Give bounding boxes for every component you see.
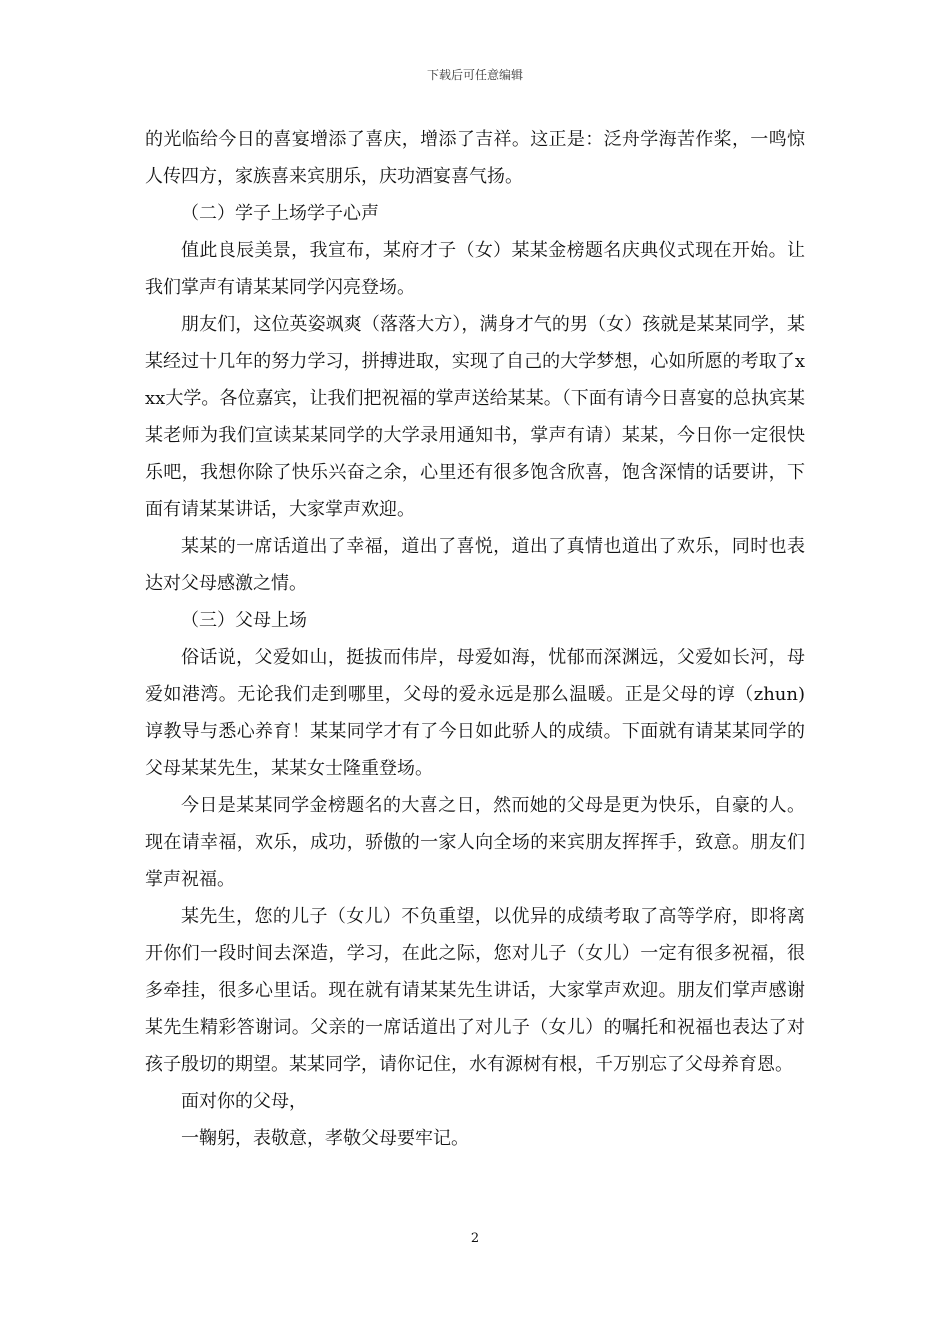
paragraph: 一鞠躬，表敬意，孝敬父母要牢记。 [181, 1128, 469, 1149]
document-body [145, 121, 805, 1157]
paragraph: 某某的一席话道出了幸福，道出了喜悦，道出了真情也道出了欢乐，同时也表达对父母感激之情。 [145, 536, 805, 594]
section-heading-three: （三）父母上场 [181, 610, 307, 631]
paragraph: 某先生，您的儿子（女儿）不负重望，以优异的成绩考取了高等学府，即将离开你们一段时间去深造，学习，在此之际，您对儿子（女儿）一定有很多祝福，很多牵挂，很多心里话。现在就有请某某先生讲话，大家掌声欢迎。朋友们掌声感谢某先生精彩答谢词。父亲的一席话道出了对儿子（女儿）的嘱托和祝福也表达了对孩子殷切的期望。某某同学，请你记住，水有源树有根，千万别忘了父母养育恩。 [145, 906, 805, 1075]
paragraph: 今日是某某同学金榜题名的大喜之日，然而她的父母是更为快乐，自豪的人。现在请幸福，欢乐，成功，骄傲的一家人向全场的来宾朋友挥挥手，致意。朋友们掌声祝福。 [145, 795, 805, 890]
paragraph: 面对你的父母， [181, 1091, 307, 1112]
paragraph: 俗话说，父爱如山，挺拔而伟岸，母爱如海，忧郁而深渊远，父爱如长河，母爱如港湾。无论我们走到哪里，父母的爱永远是那么温暖。正是父母的谆（zhun)谆教导与悉心养育！某某同学才有了今日如此骄人的成绩。下面就有请某某同学的父母某某先生，某某女士隆重登场。 [145, 647, 805, 779]
paragraph-continued: 的光临给今日的喜宴增添了喜庆，增添了吉祥。这正是：泛舟学海苦作桨，一鸣惊人传四方，家族喜来宾朋乐，庆功酒宴喜气扬。 [145, 129, 805, 187]
page-number: 2 [470, 1231, 480, 1246]
paragraph: 朋友们，这位英姿飒爽（落落大方），满身才气的男（女）孩就是某某同学，某某经过十几年的努力学习，拼搏进取，实现了自己的大学梦想，心如所愿的考取了xxx大学。各位嘉宾，让我们把祝福的掌声送给某某。（下面有请今日喜宴的总执宾某某老师为我们宣读某某同学的大学录用通知书，掌声有请）某某，今日你一定很快乐吧，我想你除了快乐兴奋之余，心里还有很多饱含欣喜，饱含深情的话要讲，下面有请某某讲话，大家掌声欢迎。 [145, 314, 805, 520]
page-header: 下载后可任意编辑 [426, 68, 523, 82]
paragraph: 值此良辰美景，我宣布，某府才子（女）某某金榜题名庆典仪式现在开始。让我们掌声有请某某同学闪亮登场。 [145, 240, 805, 298]
section-heading-two: （二）学子上场学子心声 [181, 203, 379, 224]
